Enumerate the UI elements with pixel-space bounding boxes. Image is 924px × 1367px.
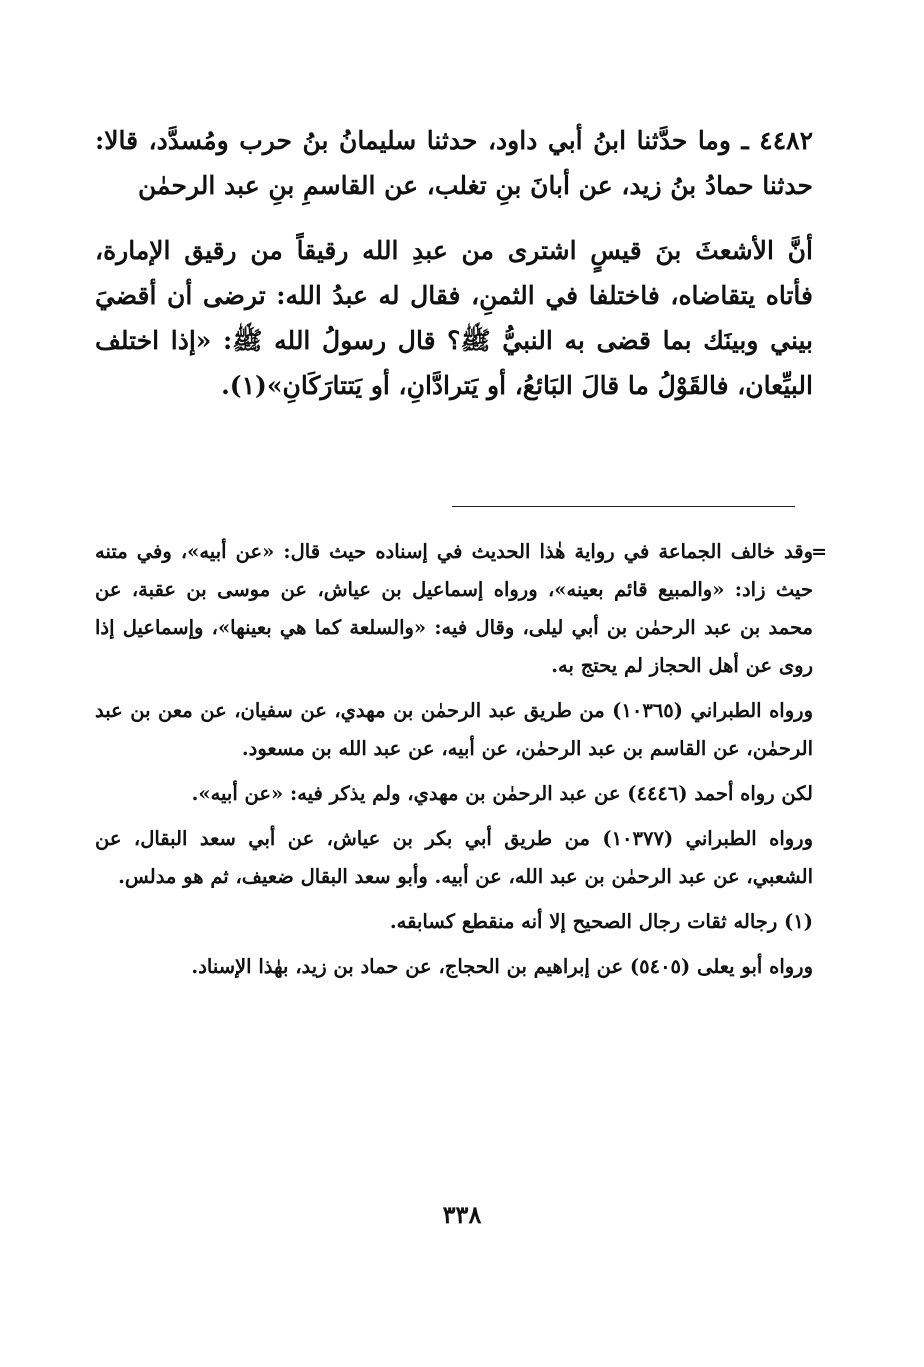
- footnote-paragraph: وقد خالف الجماعة في رواية هٰذا الحديث في إسناده حيث قال: «عن أبيه»، وفي متنه حيث زاد: «والمبيع قائم بعينه»، ورواه إسماعيل بن عياش، عن موسى بن عقبة، عن محمد بن عبد الرحمٰن بن أبي ليلى، وقال فيه: «والسلعة كما هي بعينها»، وإسماعيل إذا روى عن أهل الحجاز لم يحتج به.: [95, 540, 813, 677]
- hadith-text: [95, 118, 813, 408]
- footnote-continued: [95, 533, 827, 685]
- footnote-paragraph: ورواه الطبراني (١٠٣٦٥) من طريق عبد الرحمٰن بن مهدي، عن سفيان، عن معن بن عبد الرحمٰن، عن القاسم بن عبد الرحمٰن، عن أبيه، عن عبد الله بن مسعود.: [95, 699, 813, 760]
- page-number: ٣٣٨: [442, 1200, 482, 1229]
- continuation-mark: =: [811, 541, 827, 563]
- footnote-paragraph: ورواه أبو يعلى (٥٤٠٥) عن إبراهيم بن الحجاج، عن حماد بن زيد، بهٰذا الإسناد.: [191, 955, 813, 978]
- footnotes: [95, 533, 827, 993]
- hadith-isnad: ٤٤٨٢ ـ وما حدَّثنا ابنُ أبي داود، حدثنا سليمانُ بنُ حرب ومُسدَّد، قالا: حدثنا حمادُ بنُ زيد، عن أبانَ بنِ تغلب، عن القاسمِ بنِ عبد الرحمٰن: [95, 126, 813, 200]
- footnote-paragraph: ورواه الطبراني (١٠٣٧٧) من طريق أبي بكر بن عياش، عن أبي سعد البقال، عن الشعبي، عن عبد الرحمٰن بن عبد الله، عن أبيه. وأبو سعد البقال ضعيف، ثم هو مدلس.: [95, 827, 813, 888]
- footnote-1: (١) رجاله ثقات رجال الصحيح إلا أنه منقطع كسابقه.: [389, 910, 813, 933]
- footnote-paragraph: لكن رواه أحمد (٤٤٤٦) عن عبد الرحمٰن بن مهدي، ولم يذكر فيه: «عن أبيه».: [191, 782, 813, 805]
- hadith-matn: أنَّ الأشعثَ بنَ قيسٍ اشترى من عبدِ الله رقيقاً من رقيق الإمارة، فأتاه يتقاضاه، فاختلفا في الثمنِ، فقال له عبدُ الله: ترضى أن أقضيَ بيني وبينَك بما قضى به النبيُّ ﷺ؟ قال رسولُ الله ﷺ: «إذا اختلف البيِّعان، فالقَوْلُ ما قالَ البَائعُ، أو يَترادَّانِ، أو يَتتارَكَانِ»(١).: [95, 236, 813, 400]
- footnote-divider: [452, 506, 795, 507]
